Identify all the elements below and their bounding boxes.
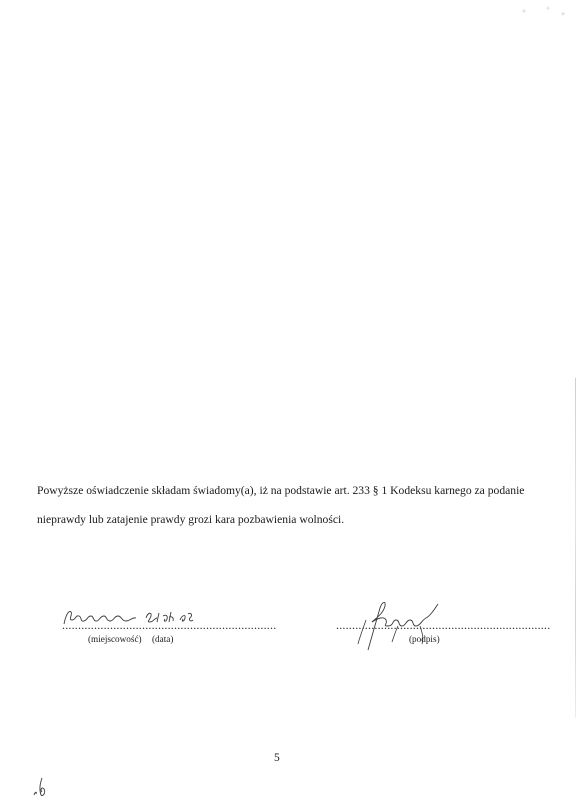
scan-edge xyxy=(575,378,576,718)
scan-artifact xyxy=(512,4,572,18)
statement-line-1: Powyższe oświadczenie składam świadomy(a), iż na podstawie art. 233 § 1 Kodeksu karnego za podanie xyxy=(37,484,525,497)
place-caption: (miejscowość) xyxy=(88,634,142,644)
place-date-line: ................................................................... xyxy=(62,618,277,632)
handwritten-initial xyxy=(30,775,52,799)
signature-caption: (podpis) xyxy=(409,634,440,644)
page-number: 5 xyxy=(274,752,280,764)
statement-line-2: nieprawdy lub zatajenie prawdy grozi kara pozbawienia wolności. xyxy=(37,513,345,526)
signature-line: ................................................................... xyxy=(336,618,551,632)
date-caption: (data) xyxy=(152,634,174,644)
